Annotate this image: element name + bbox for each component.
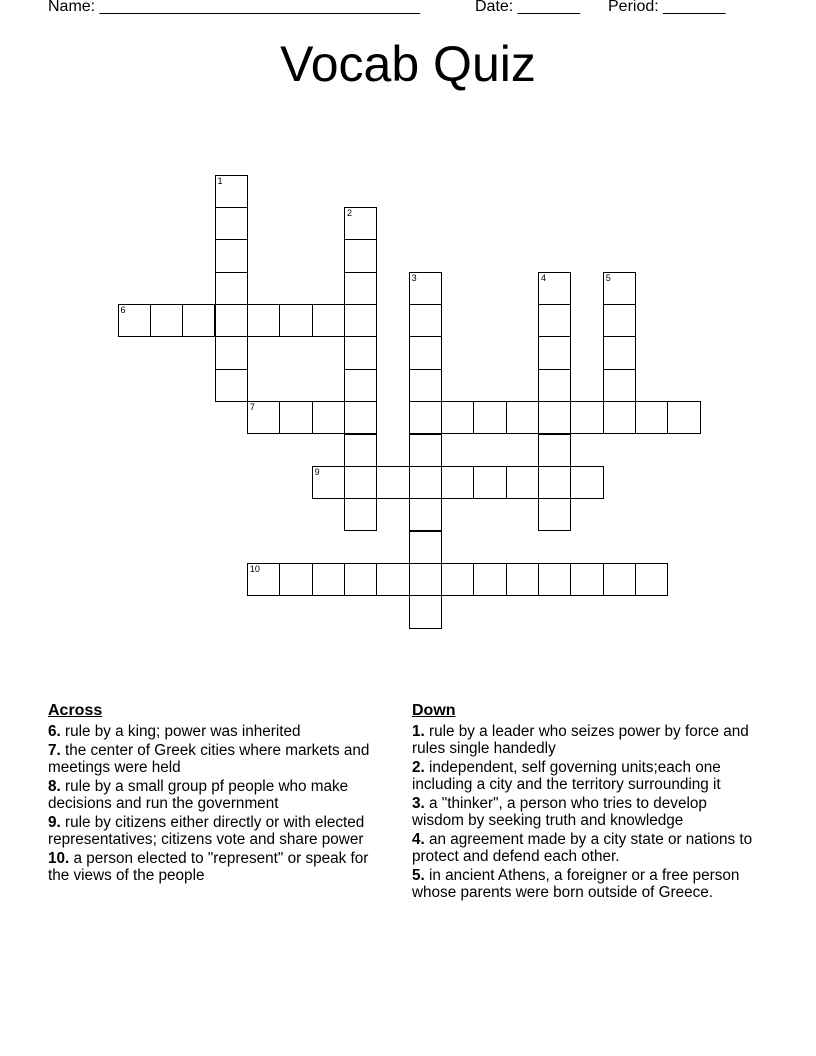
crossword-cell[interactable]	[409, 304, 442, 337]
clue-number: 7.	[48, 742, 61, 759]
crossword-cell[interactable]	[603, 304, 636, 337]
crossword-cell[interactable]	[215, 304, 248, 337]
clue-text: a person elected to "represent" or speak for the views of the people	[48, 850, 369, 884]
clue-number: 4.	[412, 831, 425, 848]
clue-number: 3.	[412, 795, 425, 812]
crossword-cell[interactable]	[409, 498, 442, 531]
crossword-cell[interactable]	[344, 336, 377, 369]
cell-number: 7	[249, 402, 255, 413]
cell-number: 4	[541, 272, 547, 283]
clue-down-2	[412, 759, 757, 793]
cell-number: 1	[217, 175, 223, 186]
clue-down-3	[412, 795, 757, 829]
crossword-cell[interactable]	[603, 336, 636, 369]
clue-number: 2.	[412, 759, 425, 776]
crossword-cell[interactable]	[344, 239, 377, 272]
clue-number: 6.	[48, 723, 61, 740]
clue-text: the center of Greek cities where markets and meetings were held	[48, 742, 370, 776]
crossword-cell[interactable]	[473, 563, 506, 596]
clue-text: rule by a leader who seizes power by force and rules single handedly	[412, 723, 749, 757]
crossword-cell[interactable]	[247, 304, 280, 337]
crossword-cell[interactable]	[570, 563, 603, 596]
down-heading: Down	[412, 702, 456, 719]
clue-text: rule by a small group pf people who make decisions and run the government	[48, 778, 349, 812]
clue-number: 1.	[412, 723, 425, 740]
crossword-cell[interactable]	[409, 563, 442, 596]
crossword-cell[interactable]	[603, 563, 636, 596]
clue-number: 5.	[412, 867, 425, 884]
clue-number: 8.	[48, 778, 61, 795]
crossword-cell[interactable]	[441, 401, 474, 434]
crossword-cell[interactable]	[506, 563, 539, 596]
clue-text: a "thinker", a person who tries to develop wisdom by seeking truth and knowledge	[412, 795, 707, 829]
crossword-cell[interactable]	[538, 563, 571, 596]
crossword-cell[interactable]	[312, 401, 345, 434]
crossword-cell[interactable]	[344, 434, 377, 467]
crossword-cell-5[interactable]	[603, 272, 636, 305]
date-field[interactable]: Date: _______	[475, 0, 580, 15]
crossword-cell[interactable]	[344, 369, 377, 402]
crossword-cell[interactable]	[506, 401, 539, 434]
clue-across-6	[48, 723, 393, 740]
clue-text: independent, self governing units;each one including a city and the territory surrounding it	[412, 759, 721, 793]
crossword-cell[interactable]	[215, 272, 248, 305]
crossword-cell[interactable]	[603, 369, 636, 402]
clue-number: 9.	[48, 814, 61, 831]
crossword-cell[interactable]	[409, 369, 442, 402]
cell-number: 10	[249, 563, 260, 574]
across-clues	[48, 702, 393, 886]
crossword-cell[interactable]	[215, 207, 248, 240]
crossword-cell[interactable]	[667, 401, 700, 434]
crossword-cell[interactable]	[215, 336, 248, 369]
cell-number: 9	[314, 466, 320, 477]
crossword-cell[interactable]	[506, 466, 539, 499]
down-clues	[412, 702, 757, 903]
crossword-cell[interactable]	[409, 466, 442, 499]
crossword-cell[interactable]	[538, 498, 571, 531]
crossword-cell[interactable]	[344, 563, 377, 596]
crossword-cell[interactable]	[635, 401, 668, 434]
crossword-cell-9[interactable]	[312, 466, 345, 499]
name-field[interactable]: Name: ____________________________________	[48, 0, 420, 15]
crossword-cell[interactable]	[344, 304, 377, 337]
crossword-cell[interactable]	[538, 304, 571, 337]
cell-number: 2	[346, 208, 352, 219]
crossword-cell[interactable]	[473, 401, 506, 434]
page-title: Vocab Quiz	[280, 36, 536, 92]
crossword-cell[interactable]	[441, 466, 474, 499]
cell-number: 6	[120, 305, 126, 316]
across-heading: Across	[48, 702, 103, 719]
crossword-cell[interactable]	[473, 466, 506, 499]
crossword-cell[interactable]	[409, 434, 442, 467]
crossword-cell-7[interactable]	[247, 401, 280, 434]
crossword-cell[interactable]	[215, 369, 248, 402]
crossword-cell-1[interactable]	[215, 175, 248, 208]
clue-across-10	[48, 850, 393, 884]
crossword-cell-6[interactable]	[118, 304, 151, 337]
crossword-cell[interactable]	[344, 466, 377, 499]
crossword-cell[interactable]	[409, 401, 442, 434]
cell-number: 5	[605, 272, 611, 283]
clue-down-4	[412, 831, 757, 865]
crossword-cell[interactable]	[570, 401, 603, 434]
crossword-cell[interactable]	[312, 304, 345, 337]
crossword-cell[interactable]	[182, 304, 215, 337]
crossword-cell-3[interactable]	[409, 272, 442, 305]
clue-text: rule by a king; power was inherited	[65, 723, 301, 740]
crossword-cell[interactable]	[409, 336, 442, 369]
crossword-cell[interactable]	[538, 369, 571, 402]
crossword-cell[interactable]	[344, 498, 377, 531]
crossword-cell[interactable]	[279, 563, 312, 596]
crossword-cell[interactable]	[570, 466, 603, 499]
crossword-cell[interactable]	[635, 563, 668, 596]
crossword-cell[interactable]	[279, 304, 312, 337]
crossword-cell[interactable]	[344, 401, 377, 434]
clue-number: 10.	[48, 850, 70, 867]
crossword-cell[interactable]	[538, 466, 571, 499]
crossword-cell[interactable]	[312, 563, 345, 596]
crossword-cell[interactable]	[409, 595, 442, 628]
crossword-cell-10[interactable]	[247, 563, 280, 596]
crossword-cell[interactable]	[215, 239, 248, 272]
clue-down-5	[412, 867, 757, 901]
crossword-cell[interactable]	[409, 531, 442, 564]
crossword-cell-2[interactable]	[344, 207, 377, 240]
crossword-cell[interactable]	[538, 434, 571, 467]
clue-across-9	[48, 814, 393, 848]
crossword-cell[interactable]	[538, 336, 571, 369]
crossword-cell[interactable]	[376, 466, 409, 499]
crossword-cell[interactable]	[150, 304, 183, 337]
crossword-cell[interactable]	[344, 272, 377, 305]
crossword-cell[interactable]	[603, 401, 636, 434]
clue-across-8	[48, 778, 393, 812]
crossword-cell-4[interactable]	[538, 272, 571, 305]
clue-text: an agreement made by a city state or nations to protect and defend each other.	[412, 831, 753, 865]
clue-text: rule by citizens either directly or with elected representatives; citizens vote and share power	[48, 814, 365, 848]
clue-across-7	[48, 742, 393, 776]
clue-text: in ancient Athens, a foreigner or a free person whose parents were born outside of Greece.	[412, 867, 740, 901]
crossword-cell[interactable]	[441, 563, 474, 596]
cell-number: 3	[411, 272, 417, 283]
crossword-cell[interactable]	[279, 401, 312, 434]
period-field[interactable]: Period: _______	[608, 0, 726, 15]
crossword-cell[interactable]	[376, 563, 409, 596]
crossword-cell[interactable]	[538, 401, 571, 434]
clue-down-1	[412, 723, 757, 757]
